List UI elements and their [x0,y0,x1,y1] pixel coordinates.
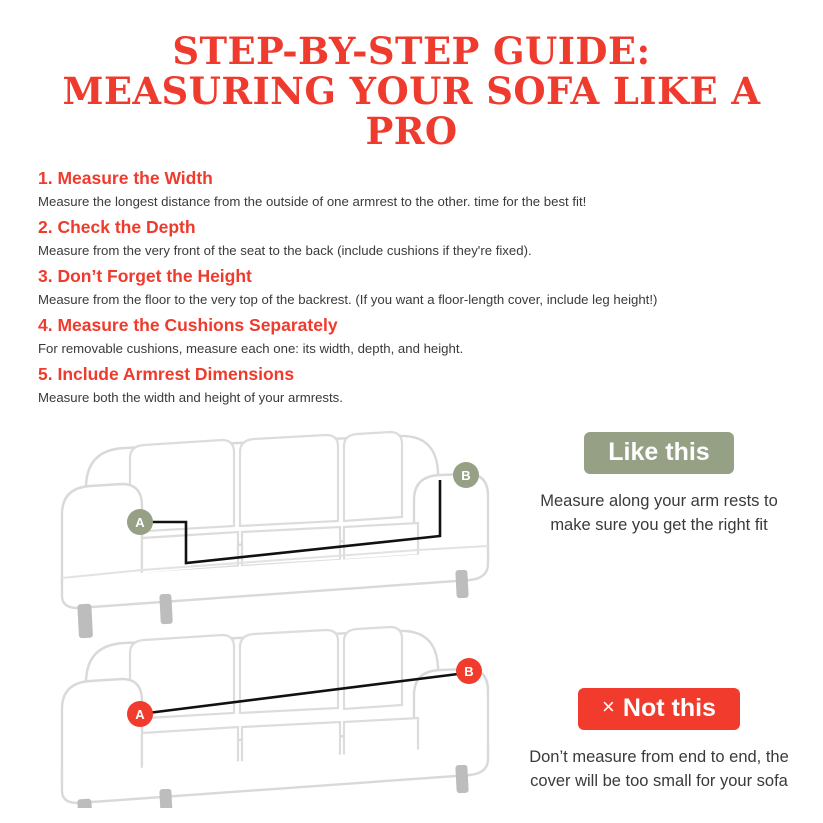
sofa-correct-illustration [62,432,488,638]
steps-list [0,152,823,406]
step-item [38,315,785,357]
step-heading-5: 5. Include Armrest Dimensions [38,363,295,384]
svg-text:B: B [464,664,474,680]
svg-text:A: A [135,707,145,723]
not-this-badge-wrap [520,688,798,730]
step-heading-2: 2. Check the Depth [38,216,196,237]
step-body-5: Measure both the width and height of your armrests. [38,389,343,405]
sofa-incorrect-illustration [62,627,488,808]
step-heading-1: 1. Measure the Width [38,167,213,188]
svg-text:A: A [135,515,145,531]
step-item [38,217,785,259]
like-this-badge-wrap [520,432,798,474]
step-heading-3: 3. Don’t Forget the Height [38,265,252,286]
step-body-4: For removable cushions, measure each one: its width, depth, and height. [38,340,464,356]
page-title-line-2: MEASURING YOUR SOFA LIKE A PRO [62,68,761,153]
step-item [38,266,785,308]
step-body-2: Measure from the very front of the seat to the back (include cushions if they're fixed). [38,242,532,258]
sofa-illustrations [26,418,516,808]
not-this-caption: Don’t measure from end to end, the cover will be too small for your sofa [529,748,789,791]
example-correct [520,432,798,538]
svg-text:B: B [461,468,471,484]
like-this-badge: Like this [584,432,733,474]
example-incorrect [520,688,798,794]
not-this-badge-label: Not this [622,694,716,723]
examples-section [0,418,823,818]
step-heading-4: 4. Measure the Cushions Separately [38,314,338,335]
close-icon: × [602,694,615,720]
step-item [38,168,785,210]
sofa-diagrams-svg [26,418,516,808]
step-body-3: Measure from the floor to the very top of the backrest. (If you want a floor-length cover, include leg height!) [38,291,658,307]
examples-captions [520,432,798,794]
step-item [38,364,785,406]
like-this-caption: Measure along your arm rests to make sure you get the right fit [540,492,778,535]
not-this-badge [578,688,740,730]
title-block [0,0,823,152]
step-body-1: Measure the longest distance from the outside of one armrest to the other. time for the best fit! [38,193,587,209]
page-title-line-1: STEP-BY-STEP GUIDE: [172,29,651,73]
